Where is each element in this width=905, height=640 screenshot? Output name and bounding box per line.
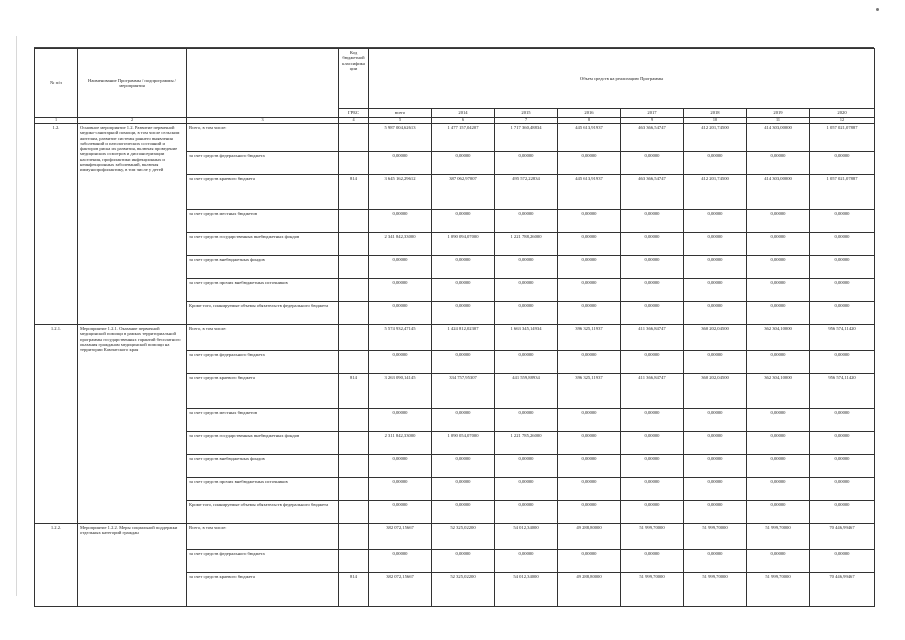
amount-cell: 0,00000 [747, 478, 810, 501]
amount-cell: 1 717 360,48834 [495, 124, 558, 152]
budget-code: 814 [339, 175, 369, 210]
amount-cell: 0,00000 [495, 279, 558, 302]
amount-cell: 0,00000 [747, 501, 810, 524]
budget-code [339, 233, 369, 256]
amount-cell: 387 062,97007 [432, 175, 495, 210]
amount-cell: 414 303,00000 [747, 124, 810, 152]
funding-source-label: за счет средств прочих внебюджетных источников [187, 279, 339, 302]
amount-cell: 0,00000 [810, 409, 875, 432]
funding-source-label: Всего, в том числе: [187, 524, 339, 550]
header-funds: Объем средств на реализацию Программы [369, 49, 875, 109]
funding-source-label: Кроме того, планируемые объемы обязательств федерального бюджета [187, 302, 339, 325]
amount-cell: 5 987 004,62613 [369, 124, 432, 152]
amount-cell: 360 202,04500 [684, 374, 747, 409]
amount-cell: 51 999,70000 [747, 573, 810, 607]
budget-code [339, 351, 369, 374]
budget-code [339, 256, 369, 279]
amount-cell: 0,00000 [684, 501, 747, 524]
amount-cell: 0,00000 [621, 501, 684, 524]
table-row [35, 524, 875, 550]
amount-cell: 463 366,54747 [621, 175, 684, 210]
amount-cell: 382 072,15667 [369, 573, 432, 607]
budget-code [339, 550, 369, 573]
amount-cell: 52 325,02200 [432, 573, 495, 607]
amount-cell: 0,00000 [369, 210, 432, 233]
amount-cell: 0,00000 [810, 351, 875, 374]
amount-cell: 0,00000 [558, 478, 621, 501]
amount-cell: 0,00000 [558, 550, 621, 573]
amount-cell: 2 311 842,33000 [369, 432, 432, 455]
amount-cell: 0,00000 [495, 152, 558, 175]
amount-cell: 0,00000 [684, 152, 747, 175]
amount-cell: 54 012,34000 [495, 524, 558, 550]
amount-cell: 0,00000 [558, 351, 621, 374]
amount-cell: 411 366,84747 [621, 374, 684, 409]
header-num: № п/п [35, 49, 78, 118]
amount-cell: 0,00000 [432, 351, 495, 374]
budget-code [339, 325, 369, 351]
amount-cell: 0,00000 [432, 550, 495, 573]
amount-cell: 0,00000 [621, 409, 684, 432]
header-year: 2020 [810, 109, 875, 118]
amount-cell: 0,00000 [684, 210, 747, 233]
funding-source-label: за счет средств государственных внебюджетных фондов [187, 432, 339, 455]
amount-cell: 0,00000 [810, 302, 875, 325]
funding-source-label: за счет средств прочих внебюджетных источников [187, 478, 339, 501]
amount-cell: 0,00000 [369, 152, 432, 175]
amount-cell: 334 757,95307 [432, 374, 495, 409]
amount-cell: 0,00000 [432, 478, 495, 501]
budget-code [339, 210, 369, 233]
amount-cell: 0,00000 [684, 279, 747, 302]
amount-cell: 0,00000 [495, 409, 558, 432]
amount-cell: 0,00000 [810, 432, 875, 455]
amount-cell: 0,00000 [495, 302, 558, 325]
scan-speck [876, 8, 879, 11]
amount-cell: 0,00000 [369, 279, 432, 302]
funding-source-label: за счет средств внебюджетных фондов [187, 455, 339, 478]
column-index: 10 [684, 118, 747, 124]
amount-cell: 51 999,70000 [684, 573, 747, 607]
row-number: 1.2.1. [35, 325, 78, 524]
funding-source-label: за счет средств местных бюджетов [187, 409, 339, 432]
row-number: 1.2.2. [35, 524, 78, 607]
budget-code [339, 478, 369, 501]
column-index: 2 [78, 118, 187, 124]
header-year: 2019 [747, 109, 810, 118]
amount-cell: 0,00000 [621, 478, 684, 501]
amount-cell: 54 012,34000 [495, 573, 558, 607]
amount-cell: 0,00000 [558, 501, 621, 524]
amount-cell: 1 221 788,26000 [495, 233, 558, 256]
amount-cell: 0,00000 [432, 279, 495, 302]
amount-cell: 0,00000 [432, 302, 495, 325]
amount-cell: 3 645 162,29612 [369, 175, 432, 210]
amount-cell: 0,00000 [684, 478, 747, 501]
amount-cell: 362 304,10000 [747, 374, 810, 409]
budget-code: 814 [339, 573, 369, 607]
amount-cell: 396 325,11937 [558, 374, 621, 409]
amount-cell: 441 559,88934 [495, 374, 558, 409]
budget-code [339, 152, 369, 175]
funding-source-label: за счет средств федерального бюджета [187, 550, 339, 573]
amount-cell: 0,00000 [747, 210, 810, 233]
budget-code [339, 524, 369, 550]
amount-cell: 956 574,11420 [810, 325, 875, 351]
amount-cell: 0,00000 [621, 279, 684, 302]
amount-cell: 52 325,02200 [432, 524, 495, 550]
budget-code [339, 455, 369, 478]
amount-cell: 0,00000 [558, 432, 621, 455]
budget-code [339, 302, 369, 325]
page-edge-shadow [16, 36, 17, 596]
amount-cell: 0,00000 [495, 455, 558, 478]
funding-source-label: за счет средств местных бюджетов [187, 210, 339, 233]
amount-cell: 0,00000 [747, 351, 810, 374]
amount-cell: 0,00000 [747, 233, 810, 256]
amount-cell: 1 057 021,07887 [810, 175, 875, 210]
amount-cell: 0,00000 [369, 550, 432, 573]
column-index: 8 [558, 118, 621, 124]
amount-cell: 0,00000 [369, 351, 432, 374]
amount-cell: 0,00000 [495, 210, 558, 233]
amount-cell: 0,00000 [810, 256, 875, 279]
amount-cell: 0,00000 [369, 455, 432, 478]
amount-cell: 0,00000 [747, 432, 810, 455]
amount-cell: 0,00000 [747, 152, 810, 175]
column-index: 6 [432, 118, 495, 124]
funding-source-label: за счет средств государственных внебюджетных фондов [187, 233, 339, 256]
amount-cell: 396 325,11937 [558, 325, 621, 351]
amount-cell: 0,00000 [684, 455, 747, 478]
funding-source-label: за счет средств краевого бюджета [187, 374, 339, 409]
budget-code [339, 432, 369, 455]
amount-cell: 1 057 021,07887 [810, 124, 875, 152]
amount-cell: 0,00000 [558, 210, 621, 233]
amount-cell: 0,00000 [810, 478, 875, 501]
amount-cell: 0,00000 [621, 302, 684, 325]
amount-cell: 0,00000 [810, 550, 875, 573]
amount-cell: 1 477 157,04207 [432, 124, 495, 152]
amount-cell: 1 221 785,26000 [495, 432, 558, 455]
amount-cell: 0,00000 [558, 279, 621, 302]
amount-cell: 0,00000 [432, 409, 495, 432]
funding-source-label: Всего, в том числе: [187, 325, 339, 351]
budget-code [339, 124, 369, 152]
amount-cell: 0,00000 [810, 279, 875, 302]
column-index: 7 [495, 118, 558, 124]
funding-source-label: за счет средств краевого бюджета [187, 573, 339, 607]
amount-cell: 0,00000 [369, 501, 432, 524]
amount-cell: 0,00000 [621, 233, 684, 256]
header-code: Код бюджетной классифика ции [339, 49, 369, 109]
amount-cell: 0,00000 [810, 210, 875, 233]
amount-cell: 414 303,00000 [747, 175, 810, 210]
header-year: 2016 [558, 109, 621, 118]
amount-cell: 2 341 842,33000 [369, 233, 432, 256]
column-index: 4 [339, 118, 369, 124]
amount-cell: 360 202,04500 [684, 325, 747, 351]
amount-cell: 0,00000 [810, 501, 875, 524]
amount-cell: 0,00000 [558, 152, 621, 175]
amount-cell: 49 288,80000 [558, 524, 621, 550]
amount-cell: 0,00000 [495, 351, 558, 374]
column-index: 3 [187, 118, 339, 124]
amount-cell: 0,00000 [432, 152, 495, 175]
amount-cell: 0,00000 [432, 256, 495, 279]
table-row [35, 325, 875, 351]
amount-cell: 445 613,91937 [558, 175, 621, 210]
amount-cell: 0,00000 [495, 550, 558, 573]
amount-cell: 382 072,15667 [369, 524, 432, 550]
funding-source-label: за счет средств краевого бюджета [187, 175, 339, 210]
budget-code [339, 501, 369, 524]
header-grbs: ГРБС [339, 109, 369, 118]
amount-cell: 0,00000 [621, 256, 684, 279]
amount-cell: 0,00000 [558, 409, 621, 432]
budget-code [339, 279, 369, 302]
column-index: 1 [35, 118, 78, 124]
amount-cell: 0,00000 [747, 550, 810, 573]
amount-cell: 0,00000 [684, 256, 747, 279]
amount-cell: 445 613,91937 [558, 124, 621, 152]
amount-cell: 411 366,84747 [621, 325, 684, 351]
amount-cell: 0,00000 [684, 409, 747, 432]
header-year: 2017 [621, 109, 684, 118]
amount-cell: 0,00000 [621, 351, 684, 374]
column-index: 9 [621, 118, 684, 124]
amount-cell: 412 201,74500 [684, 124, 747, 152]
header-total: всего [369, 109, 432, 118]
funding-source-label: Всего, в том числе: [187, 124, 339, 152]
amount-cell: 0,00000 [432, 501, 495, 524]
amount-cell: 0,00000 [621, 152, 684, 175]
amount-cell: 3 263 090,14145 [369, 374, 432, 409]
column-index: 5 [369, 118, 432, 124]
row-number: 1.2. [35, 124, 78, 325]
amount-cell: 0,00000 [747, 279, 810, 302]
funding-source-label: за счет средств федерального бюджета [187, 351, 339, 374]
amount-cell: 0,00000 [747, 302, 810, 325]
amount-cell: 49 288,80000 [558, 573, 621, 607]
header-year: 2014 [432, 109, 495, 118]
amount-cell: 0,00000 [621, 455, 684, 478]
amount-cell: 0,00000 [558, 256, 621, 279]
amount-cell: 463 366,54747 [621, 124, 684, 152]
amount-cell: 0,00000 [369, 256, 432, 279]
amount-cell: 0,00000 [432, 455, 495, 478]
amount-cell: 412 201,74500 [684, 175, 747, 210]
funding-source-label: Кроме того, планируемые объемы обязательств федерального бюджета [187, 501, 339, 524]
amount-cell: 0,00000 [558, 302, 621, 325]
amount-cell: 1 663 345,14934 [495, 325, 558, 351]
amount-cell: 1 090 094,07000 [432, 233, 495, 256]
measure-name: Основное мероприятие 1.2. Развитие первичной медико-санитарной помощи, в том числе сельским жителям, развитие системы раннего выявления заболеваний и патологических состояний и факторов риска их развития, включая проведение медицинских осмотров и диспансеризации населения, профилактики инфекционных и неинфекционных заболеваний, включая иммунопрофилактику, в том числе у детей [78, 124, 187, 325]
amount-cell: 5 574 932,47145 [369, 325, 432, 351]
amount-cell: 0,00000 [747, 409, 810, 432]
amount-cell: 1 424 812,02307 [432, 325, 495, 351]
amount-cell: 0,00000 [810, 152, 875, 175]
amount-cell: 0,00000 [495, 478, 558, 501]
amount-cell: 0,00000 [747, 256, 810, 279]
amount-cell: 0,00000 [684, 302, 747, 325]
amount-cell: 51 999,70000 [621, 524, 684, 550]
amount-cell: 70 446,99467 [810, 524, 875, 550]
amount-cell: 0,00000 [369, 302, 432, 325]
amount-cell: 956 574,11420 [810, 374, 875, 409]
column-index: 11 [747, 118, 810, 124]
program-funding-table [34, 48, 875, 607]
measure-name: Мероприятие 1.2.2. Меры социальной поддержки отдельных категорий граждан [78, 524, 187, 607]
amount-cell: 0,00000 [684, 233, 747, 256]
amount-cell: 70 446,99467 [810, 573, 875, 607]
amount-cell: 0,00000 [810, 455, 875, 478]
amount-cell: 51 999,70000 [747, 524, 810, 550]
header-blank [187, 49, 339, 118]
budget-code [339, 409, 369, 432]
amount-cell: 362 304,10000 [747, 325, 810, 351]
header-year: 2018 [684, 109, 747, 118]
amount-cell: 51 999,70000 [621, 573, 684, 607]
amount-cell: 0,00000 [558, 455, 621, 478]
header-name: Наименование Программы / подпрограммы / мероприятия [78, 49, 187, 118]
amount-cell: 0,00000 [621, 210, 684, 233]
amount-cell: 0,00000 [558, 233, 621, 256]
table-row [35, 124, 875, 152]
amount-cell: 0,00000 [810, 233, 875, 256]
amount-cell: 0,00000 [369, 478, 432, 501]
amount-cell: 1 090 054,07000 [432, 432, 495, 455]
amount-cell: 0,00000 [747, 455, 810, 478]
amount-cell: 0,00000 [684, 351, 747, 374]
amount-cell: 0,00000 [684, 432, 747, 455]
amount-cell: 495 572,22834 [495, 175, 558, 210]
amount-cell: 51 999,70000 [684, 524, 747, 550]
column-index: 12 [810, 118, 875, 124]
amount-cell: 0,00000 [621, 550, 684, 573]
budget-code: 814 [339, 374, 369, 409]
amount-cell: 0,00000 [495, 501, 558, 524]
funding-source-label: за счет средств федерального бюджета [187, 152, 339, 175]
measure-name: Мероприятие 1.2.1. Оказание первичной медицинской помощи в рамках территориальной программы государственных гарантий бесплатного оказания гражданам медицинской помощи на территории Камчатского края [78, 325, 187, 524]
amount-cell: 0,00000 [369, 409, 432, 432]
funding-source-label: за счет средств внебюджетных фондов [187, 256, 339, 279]
amount-cell: 0,00000 [432, 210, 495, 233]
amount-cell: 0,00000 [621, 432, 684, 455]
amount-cell: 0,00000 [684, 550, 747, 573]
amount-cell: 0,00000 [495, 256, 558, 279]
header-year: 2015 [495, 109, 558, 118]
